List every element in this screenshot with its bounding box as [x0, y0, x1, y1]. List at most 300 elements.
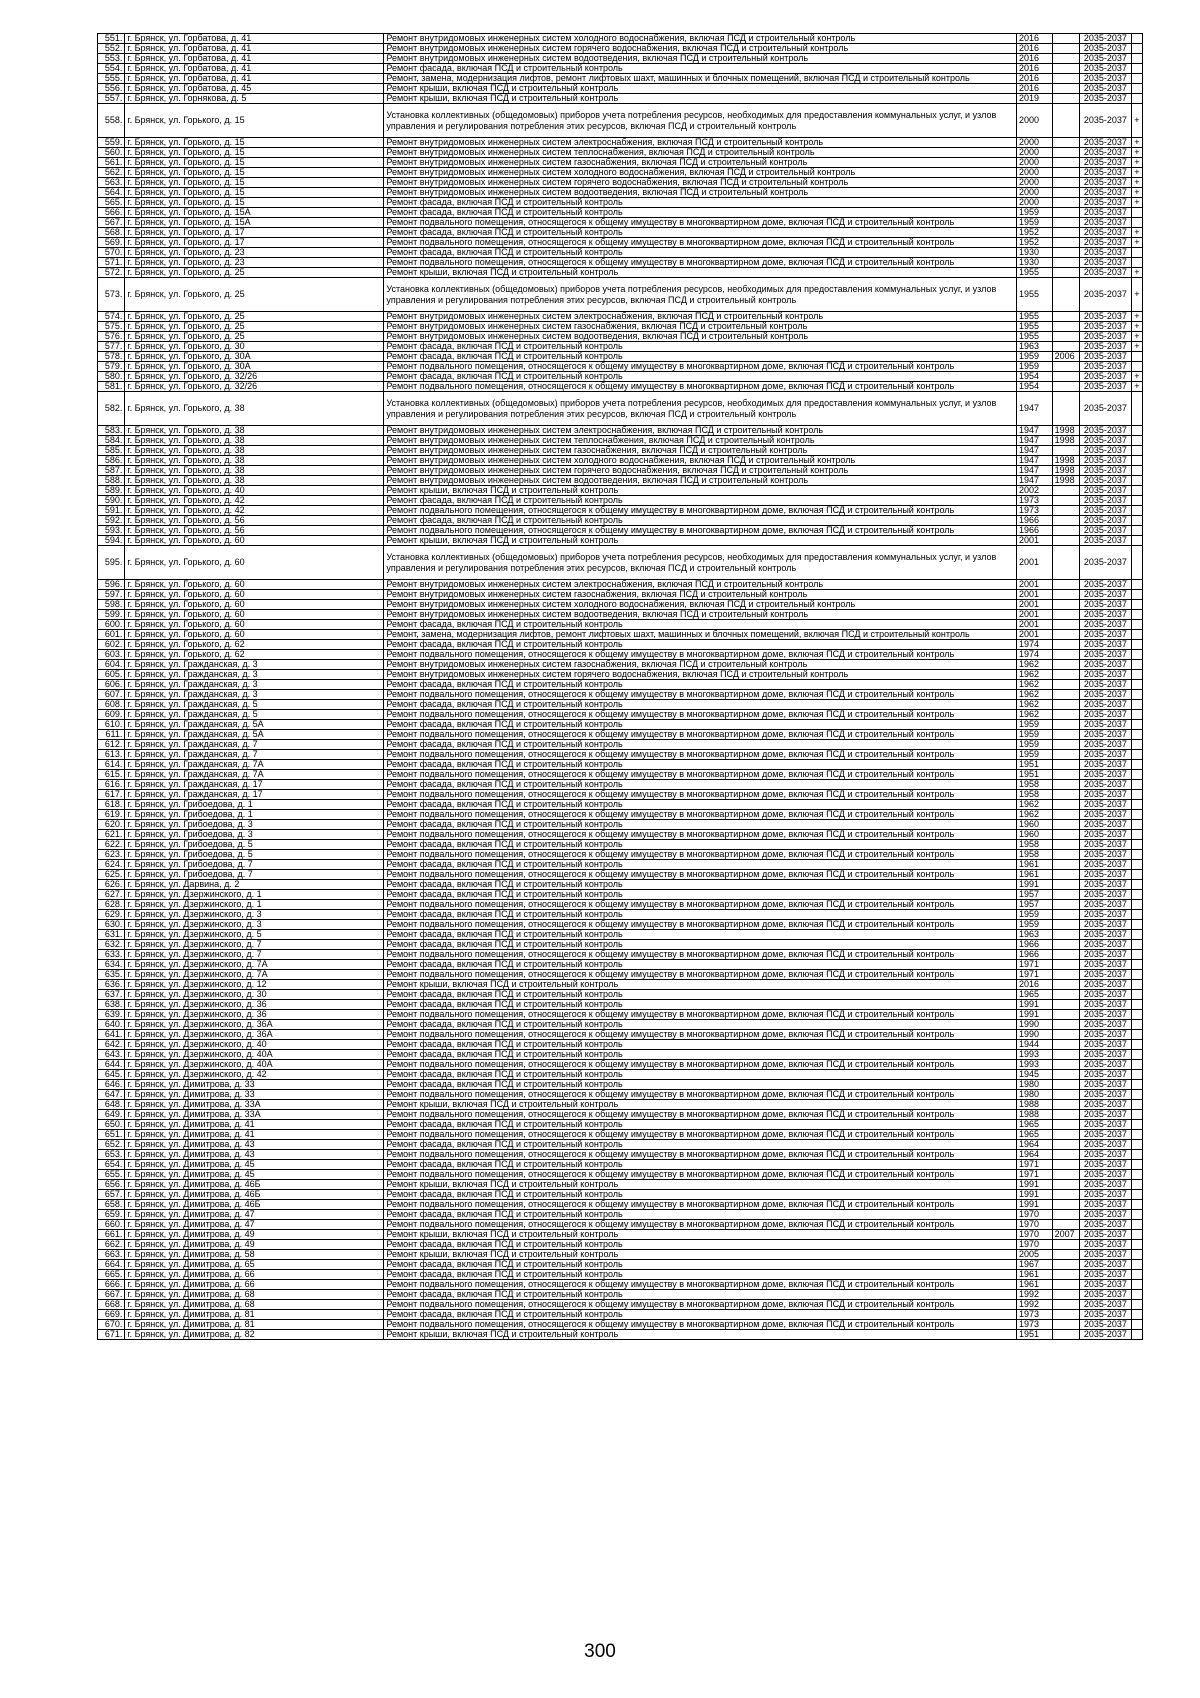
table-row — [98, 372, 1143, 382]
address-cell: г. Брянск, ул. Димитрова, д. 46Б — [125, 1200, 384, 1210]
address-cell: г. Брянск, ул. Гражданская, д. 17 — [125, 790, 384, 800]
mark-cell — [1131, 970, 1142, 980]
row-number-cell: 579. — [98, 362, 125, 372]
work-type-cell: Ремонт фасада, включая ПСД и строительный контроль — [384, 880, 1017, 890]
work-type-cell: Ремонт фасада, включая ПСД и строительный контроль — [384, 940, 1017, 950]
work-type-cell: Ремонт фасада, включая ПСД и строительный контроль — [384, 198, 1017, 208]
table-row — [98, 910, 1143, 920]
address-cell: г. Брянск, ул. Горького, д. 42 — [125, 496, 384, 506]
work-type-cell: Ремонт подвального помещения, относящегося к общему имуществу в многоквартирном доме, включая ПСД и строительный контроль — [384, 790, 1017, 800]
year-built-cell: 1951 — [1017, 760, 1053, 770]
year-repair-cell — [1052, 188, 1079, 198]
work-type-cell: Ремонт фасада, включая ПСД и строительный контроль — [384, 1270, 1017, 1280]
year-repair-cell — [1052, 322, 1079, 332]
address-cell: г. Брянск, ул. Димитрова, д. 47 — [125, 1220, 384, 1230]
address-cell: г. Брянск, ул. Горького, д. 25 — [125, 312, 384, 322]
row-number-cell: 558. — [98, 104, 125, 138]
year-repair-cell — [1052, 1100, 1079, 1110]
year-repair-cell — [1052, 158, 1079, 168]
year-built-cell: 1961 — [1017, 1270, 1053, 1280]
year-built-cell: 2000 — [1017, 198, 1053, 208]
work-type-cell: Ремонт фасада, включая ПСД и строительный контроль — [384, 1040, 1017, 1050]
address-cell: г. Брянск, ул. Горького, д. 25 — [125, 268, 384, 278]
address-cell: г. Брянск, ул. Грибоедова, д. 7 — [125, 870, 384, 880]
address-cell: г. Брянск, ул. Дзержинского, д. 7 — [125, 940, 384, 950]
year-built-cell: 1951 — [1017, 1330, 1053, 1340]
planned-period-cell: 2035-2037 — [1079, 526, 1131, 536]
program-table — [97, 33, 1143, 1340]
table-row — [98, 1110, 1143, 1120]
year-repair-cell — [1052, 1070, 1079, 1080]
row-number-cell: 594. — [98, 536, 125, 546]
work-type-cell: Ремонт внутридомовых инженерных систем теплоснабжения, включая ПСД и строительный контроль — [384, 148, 1017, 158]
row-number-cell: 645. — [98, 1070, 125, 1080]
work-type-cell: Ремонт подвального помещения, относящегося к общему имуществу в многоквартирном доме, включая ПСД и строительный контроль — [384, 238, 1017, 248]
table-row — [98, 1050, 1143, 1060]
year-built-cell: 2000 — [1017, 138, 1053, 148]
mark-cell — [1131, 436, 1142, 446]
table-row — [98, 1310, 1143, 1320]
mark-cell — [1131, 820, 1142, 830]
table-row — [98, 1220, 1143, 1230]
planned-period-cell: 2035-2037 — [1079, 168, 1131, 178]
planned-period-cell: 2035-2037 — [1079, 580, 1131, 590]
row-number-cell: 624. — [98, 860, 125, 870]
year-built-cell: 1947 — [1017, 456, 1053, 466]
table-row — [98, 362, 1143, 372]
mark-cell — [1131, 392, 1142, 426]
work-type-cell: Ремонт внутридомовых инженерных систем электроснабжения, включая ПСД и строительный контроль — [384, 138, 1017, 148]
work-type-cell: Ремонт фасада, включая ПСД и строительный контроль — [384, 64, 1017, 74]
row-number-cell: 637. — [98, 990, 125, 1000]
table-row — [98, 760, 1143, 770]
planned-period-cell: 2035-2037 — [1079, 760, 1131, 770]
table-row — [98, 610, 1143, 620]
mark-cell — [1131, 920, 1142, 930]
table-row — [98, 850, 1143, 860]
year-repair-cell: 2006 — [1052, 352, 1079, 362]
mark-cell — [1131, 1260, 1142, 1270]
mark-cell — [1131, 506, 1142, 516]
address-cell: г. Брянск, ул. Димитрова, д. 43 — [125, 1140, 384, 1150]
work-type-cell: Ремонт фасада, включая ПСД и строительный контроль — [384, 1140, 1017, 1150]
mark-cell — [1131, 940, 1142, 950]
year-built-cell: 1974 — [1017, 640, 1053, 650]
year-built-cell: 1952 — [1017, 238, 1053, 248]
mark-cell — [1131, 1290, 1142, 1300]
mark-cell: + — [1131, 168, 1142, 178]
row-number-cell: 551. — [98, 34, 125, 44]
table-row — [98, 342, 1143, 352]
address-cell: г. Брянск, ул. Горького, д. 32/26 — [125, 382, 384, 392]
table-row — [98, 1100, 1143, 1110]
year-repair-cell — [1052, 1280, 1079, 1290]
address-cell: г. Брянск, ул. Гражданская, д. 7 — [125, 750, 384, 760]
mark-cell — [1131, 1150, 1142, 1160]
year-repair-cell — [1052, 138, 1079, 148]
year-built-cell: 1960 — [1017, 820, 1053, 830]
year-repair-cell — [1052, 1200, 1079, 1210]
address-cell: г. Брянск, ул. Димитрова, д. 66 — [125, 1270, 384, 1280]
row-number-cell: 657. — [98, 1190, 125, 1200]
work-type-cell: Ремонт фасада, включая ПСД и строительный контроль — [384, 620, 1017, 630]
row-number-cell: 618. — [98, 800, 125, 810]
year-repair-cell — [1052, 730, 1079, 740]
year-built-cell: 1955 — [1017, 312, 1053, 322]
work-type-cell: Ремонт фасада, включая ПСД и строительный контроль — [384, 1050, 1017, 1060]
row-number-cell: 557. — [98, 94, 125, 104]
row-number-cell: 585. — [98, 446, 125, 456]
address-cell: г. Брянск, ул. Горького, д. 15 — [125, 198, 384, 208]
planned-period-cell: 2035-2037 — [1079, 546, 1131, 580]
planned-period-cell: 2035-2037 — [1079, 670, 1131, 680]
planned-period-cell: 2035-2037 — [1079, 104, 1131, 138]
planned-period-cell: 2035-2037 — [1079, 1140, 1131, 1150]
mark-cell — [1131, 1240, 1142, 1250]
planned-period-cell: 2035-2037 — [1079, 650, 1131, 660]
year-repair-cell — [1052, 486, 1079, 496]
mark-cell — [1131, 1230, 1142, 1240]
year-repair-cell — [1052, 362, 1079, 372]
mark-cell — [1131, 810, 1142, 820]
year-built-cell: 1990 — [1017, 1020, 1053, 1030]
year-repair-cell — [1052, 600, 1079, 610]
work-type-cell: Ремонт подвального помещения, относящегося к общему имуществу в многоквартирном доме, включая ПСД и строительный контроль — [384, 1130, 1017, 1140]
row-number-cell: 661. — [98, 1230, 125, 1240]
planned-period-cell: 2035-2037 — [1079, 1010, 1131, 1020]
table-row — [98, 600, 1143, 610]
address-cell: г. Брянск, ул. Горького, д. 60 — [125, 600, 384, 610]
mark-cell: + — [1131, 158, 1142, 168]
year-built-cell: 2001 — [1017, 546, 1053, 580]
work-type-cell: Ремонт фасада, включая ПСД и строительный контроль — [384, 516, 1017, 526]
address-cell: г. Брянск, ул. Горького, д. 38 — [125, 426, 384, 436]
table-row — [98, 382, 1143, 392]
planned-period-cell: 2035-2037 — [1079, 426, 1131, 436]
address-cell: г. Брянск, ул. Горького, д. 60 — [125, 620, 384, 630]
work-type-cell: Установка коллективных (общедомовых) приборов учета потребления ресурсов, необходимых для предоставления коммунальных услуг, и узлов управления и регулирования потребления этих ресурсов, включая ПСД и строительный контроль — [384, 392, 1017, 426]
address-cell: г. Брянск, ул. Гражданская, д. 3 — [125, 690, 384, 700]
mark-cell — [1131, 650, 1142, 660]
table-row — [98, 1130, 1143, 1140]
row-number-cell: 652. — [98, 1140, 125, 1150]
row-number-cell: 581. — [98, 382, 125, 392]
year-built-cell: 1970 — [1017, 1220, 1053, 1230]
planned-period-cell: 2035-2037 — [1079, 1250, 1131, 1260]
planned-period-cell: 2035-2037 — [1079, 466, 1131, 476]
year-repair-cell: 2007 — [1052, 1230, 1079, 1240]
mark-cell — [1131, 352, 1142, 362]
planned-period-cell: 2035-2037 — [1079, 382, 1131, 392]
planned-period-cell: 2035-2037 — [1079, 1260, 1131, 1270]
work-type-cell: Ремонт подвального помещения, относящегося к общему имуществу в многоквартирном доме, включая ПСД и строительный контроль — [384, 1030, 1017, 1040]
year-repair-cell — [1052, 74, 1079, 84]
mark-cell — [1131, 54, 1142, 64]
table-row — [98, 1270, 1143, 1280]
work-type-cell: Ремонт подвального помещения, относящегося к общему имуществу в многоквартирном доме, включая ПСД и строительный контроль — [384, 1320, 1017, 1330]
year-built-cell: 2001 — [1017, 610, 1053, 620]
year-repair-cell — [1052, 1330, 1079, 1340]
year-built-cell: 1962 — [1017, 700, 1053, 710]
work-type-cell: Ремонт внутридомовых инженерных систем горячего водоснабжения, включая ПСД и строительный контроль — [384, 178, 1017, 188]
planned-period-cell: 2035-2037 — [1079, 660, 1131, 670]
table-row — [98, 740, 1143, 750]
year-repair-cell — [1052, 278, 1079, 312]
address-cell: г. Брянск, ул. Горького, д. 30А — [125, 362, 384, 372]
row-number-cell: 629. — [98, 910, 125, 920]
table-row — [98, 700, 1143, 710]
table-row — [98, 750, 1143, 760]
address-cell: г. Брянск, ул. Горького, д. 38 — [125, 436, 384, 446]
mark-cell — [1131, 860, 1142, 870]
row-number-cell: 606. — [98, 680, 125, 690]
row-number-cell: 578. — [98, 352, 125, 362]
table-row — [98, 1140, 1143, 1150]
mark-cell — [1131, 600, 1142, 610]
work-type-cell: Ремонт фасада, включая ПСД и строительный контроль — [384, 1210, 1017, 1220]
mark-cell — [1131, 630, 1142, 640]
mark-cell: + — [1131, 198, 1142, 208]
mark-cell — [1131, 426, 1142, 436]
work-type-cell: Ремонт подвального помещения, относящегося к общему имуществу в многоквартирном доме, включая ПСД и строительный контроль — [384, 690, 1017, 700]
planned-period-cell: 2035-2037 — [1079, 1050, 1131, 1060]
address-cell: г. Брянск, ул. Дзержинского, д. 12 — [125, 980, 384, 990]
table-row — [98, 506, 1143, 516]
row-number-cell: 655. — [98, 1170, 125, 1180]
mark-cell — [1131, 990, 1142, 1000]
year-built-cell: 2019 — [1017, 94, 1053, 104]
planned-period-cell: 2035-2037 — [1079, 158, 1131, 168]
year-repair-cell — [1052, 1220, 1079, 1230]
year-repair-cell — [1052, 900, 1079, 910]
year-repair-cell — [1052, 1270, 1079, 1280]
table-row — [98, 158, 1143, 168]
row-number-cell: 610. — [98, 720, 125, 730]
row-number-cell: 651. — [98, 1130, 125, 1140]
year-built-cell: 2002 — [1017, 486, 1053, 496]
year-built-cell: 1945 — [1017, 1070, 1053, 1080]
planned-period-cell: 2035-2037 — [1079, 138, 1131, 148]
year-repair-cell — [1052, 800, 1079, 810]
planned-period-cell: 2035-2037 — [1079, 1000, 1131, 1010]
table-row — [98, 1160, 1143, 1170]
work-type-cell: Ремонт крыши, включая ПСД и строительный контроль — [384, 94, 1017, 104]
address-cell: г. Брянск, ул. Горького, д. 62 — [125, 650, 384, 660]
year-built-cell: 1958 — [1017, 850, 1053, 860]
work-type-cell: Ремонт крыши, включая ПСД и строительный контроль — [384, 268, 1017, 278]
address-cell: г. Брянск, ул. Горького, д. 60 — [125, 546, 384, 580]
table-row — [98, 352, 1143, 362]
year-repair-cell — [1052, 94, 1079, 104]
year-built-cell: 1951 — [1017, 770, 1053, 780]
year-repair-cell — [1052, 920, 1079, 930]
planned-period-cell: 2035-2037 — [1079, 436, 1131, 446]
mark-cell — [1131, 1050, 1142, 1060]
row-number-cell: 639. — [98, 1010, 125, 1020]
mark-cell — [1131, 94, 1142, 104]
year-repair-cell — [1052, 970, 1079, 980]
table-row — [98, 650, 1143, 660]
mark-cell — [1131, 516, 1142, 526]
address-cell: г. Брянск, ул. Димитрова, д. 68 — [125, 1290, 384, 1300]
year-repair-cell — [1052, 44, 1079, 54]
planned-period-cell: 2035-2037 — [1079, 1200, 1131, 1210]
table-row — [98, 1120, 1143, 1130]
table-row — [98, 248, 1143, 258]
program-table-container — [97, 33, 1143, 1340]
address-cell: г. Брянск, ул. Горького, д. 38 — [125, 392, 384, 426]
row-number-cell: 658. — [98, 1200, 125, 1210]
year-built-cell: 1988 — [1017, 1110, 1053, 1120]
planned-period-cell: 2035-2037 — [1079, 730, 1131, 740]
mark-cell — [1131, 526, 1142, 536]
year-built-cell: 1971 — [1017, 1160, 1053, 1170]
work-type-cell: Ремонт подвального помещения, относящегося к общему имуществу в многоквартирном доме, включая ПСД и строительный контроль — [384, 1200, 1017, 1210]
year-built-cell: 1964 — [1017, 1150, 1053, 1160]
mark-cell — [1131, 1160, 1142, 1170]
address-cell: г. Брянск, ул. Дзержинского, д. 40А — [125, 1060, 384, 1070]
year-built-cell: 1973 — [1017, 506, 1053, 516]
year-repair-cell — [1052, 1170, 1079, 1180]
address-cell: г. Брянск, ул. Горького, д. 62 — [125, 640, 384, 650]
address-cell: г. Брянск, ул. Грибоедова, д. 7 — [125, 860, 384, 870]
row-number-cell: 616. — [98, 780, 125, 790]
planned-period-cell: 2035-2037 — [1079, 880, 1131, 890]
work-type-cell: Ремонт фасада, включая ПСД и строительный контроль — [384, 496, 1017, 506]
planned-period-cell: 2035-2037 — [1079, 620, 1131, 630]
row-number-cell: 650. — [98, 1120, 125, 1130]
year-built-cell: 1980 — [1017, 1090, 1053, 1100]
year-built-cell: 1959 — [1017, 740, 1053, 750]
table-row — [98, 258, 1143, 268]
table-row — [98, 104, 1143, 138]
planned-period-cell: 2035-2037 — [1079, 64, 1131, 74]
planned-period-cell: 2035-2037 — [1079, 780, 1131, 790]
work-type-cell: Ремонт внутридомовых инженерных систем газоснабжения, включая ПСД и строительный контроль — [384, 446, 1017, 456]
year-built-cell: 1970 — [1017, 1210, 1053, 1220]
address-cell: г. Брянск, ул. Горького, д. 30А — [125, 352, 384, 362]
work-type-cell: Ремонт фасада, включая ПСД и строительный контроль — [384, 228, 1017, 238]
table-row — [98, 1000, 1143, 1010]
table-row — [98, 228, 1143, 238]
planned-period-cell: 2035-2037 — [1079, 680, 1131, 690]
year-repair-cell — [1052, 690, 1079, 700]
year-repair-cell — [1052, 526, 1079, 536]
year-repair-cell — [1052, 670, 1079, 680]
mark-cell — [1131, 640, 1142, 650]
planned-period-cell: 2035-2037 — [1079, 446, 1131, 456]
row-number-cell: 663. — [98, 1250, 125, 1260]
planned-period-cell: 2035-2037 — [1079, 84, 1131, 94]
row-number-cell: 568. — [98, 228, 125, 238]
address-cell: г. Брянск, ул. Горького, д. 23 — [125, 258, 384, 268]
mark-cell — [1131, 980, 1142, 990]
address-cell: г. Брянск, ул. Гражданская, д. 3 — [125, 680, 384, 690]
address-cell: г. Брянск, ул. Димитрова, д. 68 — [125, 1300, 384, 1310]
year-repair-cell — [1052, 1180, 1079, 1190]
planned-period-cell: 2035-2037 — [1079, 1290, 1131, 1300]
planned-period-cell: 2035-2037 — [1079, 486, 1131, 496]
mark-cell — [1131, 466, 1142, 476]
table-row — [98, 516, 1143, 526]
row-number-cell: 622. — [98, 840, 125, 850]
year-repair-cell — [1052, 1050, 1079, 1060]
row-number-cell: 589. — [98, 486, 125, 496]
year-repair-cell — [1052, 780, 1079, 790]
work-type-cell: Ремонт фасада, включая ПСД и строительный контроль — [384, 1190, 1017, 1200]
address-cell: г. Брянск, ул. Димитрова, д. 65 — [125, 1260, 384, 1270]
mark-cell — [1131, 1000, 1142, 1010]
work-type-cell: Ремонт подвального помещения, относящегося к общему имуществу в многоквартирном доме, включая ПСД и строительный контроль — [384, 850, 1017, 860]
year-repair-cell — [1052, 950, 1079, 960]
work-type-cell: Ремонт внутридомовых инженерных систем горячего водоснабжения, включая ПСД и строительный контроль — [384, 44, 1017, 54]
address-cell: г. Брянск, ул. Грибоедова, д. 5 — [125, 850, 384, 860]
mark-cell — [1131, 590, 1142, 600]
planned-period-cell: 2035-2037 — [1079, 930, 1131, 940]
address-cell: г. Брянск, ул. Гражданская, д. 5 — [125, 710, 384, 720]
row-number-cell: 567. — [98, 218, 125, 228]
work-type-cell: Ремонт фасада, включая ПСД и строительный контроль — [384, 1080, 1017, 1090]
table-row — [98, 466, 1143, 476]
work-type-cell: Ремонт крыши, включая ПСД и строительный контроль — [384, 486, 1017, 496]
year-built-cell: 1966 — [1017, 940, 1053, 950]
year-repair-cell — [1052, 1190, 1079, 1200]
mark-cell — [1131, 800, 1142, 810]
year-repair-cell — [1052, 208, 1079, 218]
planned-period-cell: 2035-2037 — [1079, 920, 1131, 930]
address-cell: г. Брянск, ул. Грибоедова, д. 3 — [125, 820, 384, 830]
work-type-cell: Ремонт внутридомовых инженерных систем теплоснабжения, включая ПСД и строительный контроль — [384, 436, 1017, 446]
planned-period-cell: 2035-2037 — [1079, 94, 1131, 104]
year-built-cell: 1959 — [1017, 218, 1053, 228]
year-repair-cell — [1052, 496, 1079, 506]
year-repair-cell — [1052, 248, 1079, 258]
row-number-cell: 656. — [98, 1180, 125, 1190]
address-cell: г. Брянск, ул. Горького, д. 15 — [125, 158, 384, 168]
row-number-cell: 603. — [98, 650, 125, 660]
year-repair-cell — [1052, 880, 1079, 890]
row-number-cell: 601. — [98, 630, 125, 640]
year-built-cell: 1974 — [1017, 650, 1053, 660]
row-number-cell: 590. — [98, 496, 125, 506]
mark-cell — [1131, 248, 1142, 258]
work-type-cell: Ремонт внутридомовых инженерных систем холодного водоснабжения, включая ПСД и строительный контроль — [384, 34, 1017, 44]
year-built-cell: 1965 — [1017, 1120, 1053, 1130]
address-cell: г. Брянск, ул. Горького, д. 42 — [125, 506, 384, 516]
table-row — [98, 44, 1143, 54]
address-cell: г. Брянск, ул. Горбатова, д. 41 — [125, 34, 384, 44]
planned-period-cell: 2035-2037 — [1079, 1270, 1131, 1280]
year-built-cell: 2001 — [1017, 620, 1053, 630]
planned-period-cell: 2035-2037 — [1079, 516, 1131, 526]
address-cell: г. Брянск, ул. Горького, д. 60 — [125, 590, 384, 600]
mark-cell — [1131, 546, 1142, 580]
mark-cell — [1131, 1040, 1142, 1050]
year-built-cell: 1947 — [1017, 446, 1053, 456]
mark-cell: + — [1131, 322, 1142, 332]
address-cell: г. Брянск, ул. Горького, д. 15 — [125, 188, 384, 198]
year-built-cell: 1962 — [1017, 670, 1053, 680]
row-number-cell: 586. — [98, 456, 125, 466]
year-built-cell: 2001 — [1017, 600, 1053, 610]
table-row — [98, 1030, 1143, 1040]
row-number-cell: 653. — [98, 1150, 125, 1160]
mark-cell — [1131, 580, 1142, 590]
planned-period-cell: 2035-2037 — [1079, 600, 1131, 610]
address-cell: г. Брянск, ул. Гражданская, д. 17 — [125, 780, 384, 790]
table-row — [98, 278, 1143, 312]
table-row — [98, 970, 1143, 980]
